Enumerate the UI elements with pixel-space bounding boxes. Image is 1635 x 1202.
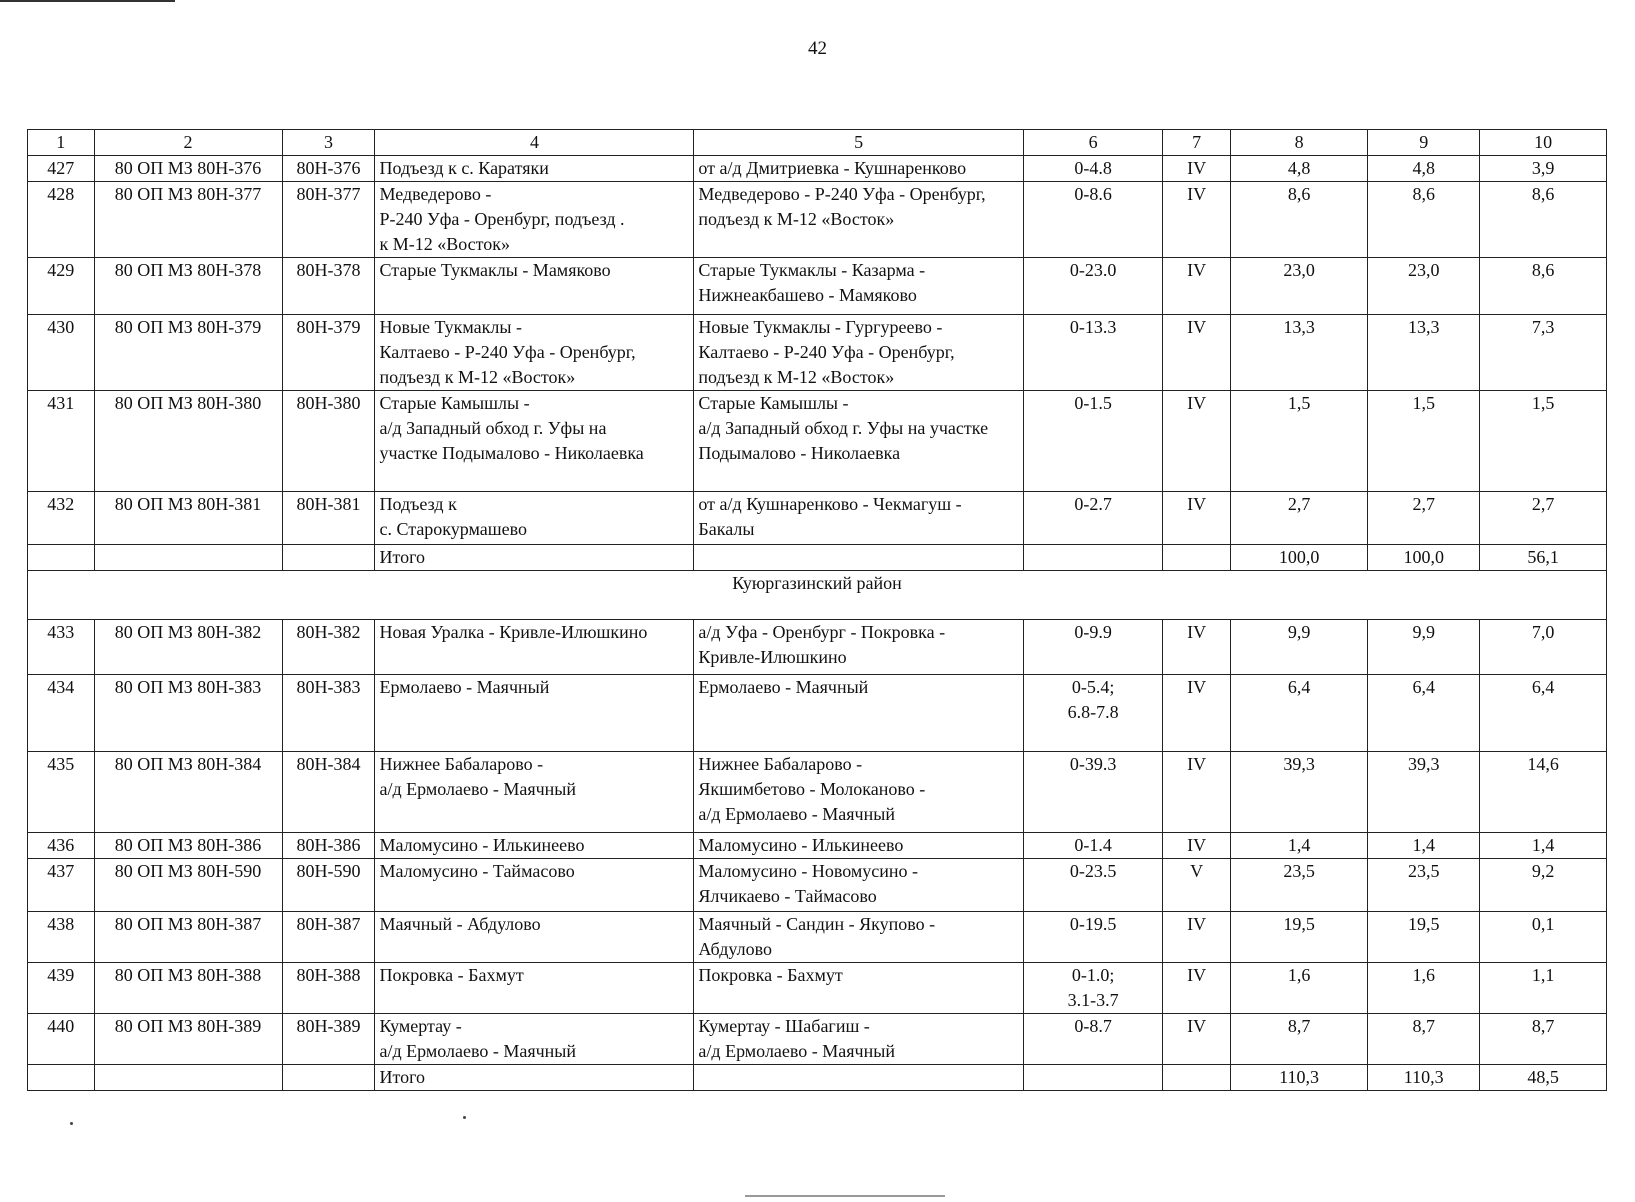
cell-km: 0-19.5 (1023, 912, 1162, 963)
total-row (28, 1065, 1607, 1091)
empty-cell (1163, 545, 1231, 571)
cell-v8: 8,7 (1230, 1014, 1367, 1065)
cell-route: Маломусино - Новомусино - Ялчикаево - Таймасово (694, 859, 1024, 912)
cell-num: 428 (28, 182, 95, 258)
column-header: 2 (94, 130, 282, 156)
cell-code: 80 ОП МЗ 80Н-590 (94, 859, 282, 912)
cell-cat: IV (1163, 963, 1231, 1014)
cell-v10: 6,4 (1480, 675, 1607, 752)
top-rule (0, 0, 175, 2)
cell-route: Ермолаево - Маячный (694, 675, 1024, 752)
cell-km: 0-23.5 (1023, 859, 1162, 912)
cell-name: Нижнее Бабаларово - а/д Ермолаево - Маячный (375, 752, 694, 833)
cell-v8: 1,6 (1230, 963, 1367, 1014)
cell-route: Маломусино - Илькинеево (694, 833, 1024, 859)
cell-v9: 23,0 (1368, 258, 1480, 315)
cell-v9: 13,3 (1368, 315, 1480, 391)
cell-v9: 6,4 (1368, 675, 1480, 752)
district-a-total (28, 545, 1607, 620)
empty-cell (1163, 1065, 1231, 1091)
district-a-rows (28, 156, 1607, 545)
cell-v10: 8,6 (1480, 182, 1607, 258)
cell-v8: 23,5 (1230, 859, 1367, 912)
total-col9: 110,3 (1368, 1065, 1480, 1091)
empty-cell (1023, 545, 1162, 571)
scan-speck (463, 1116, 466, 1119)
cell-v10: 3,9 (1480, 156, 1607, 182)
cell-v9: 9,9 (1368, 620, 1480, 675)
cell-short: 80Н-379 (282, 315, 375, 391)
cell-cat: IV (1163, 912, 1231, 963)
cell-km: 0-5.4; 6.8-7.8 (1023, 675, 1162, 752)
cell-v9: 1,5 (1368, 391, 1480, 492)
total-col10: 56,1 (1480, 545, 1607, 571)
table-row (28, 492, 1607, 545)
cell-route: Нижнее Бабаларово - Якшимбетово - Молоканово - а/д Ермолаево - Маячный (694, 752, 1024, 833)
cell-code: 80 ОП МЗ 80Н-388 (94, 963, 282, 1014)
cell-name: Медведерово - Р-240 Уфа - Оренбург, подъезд . к М-12 «Восток» (375, 182, 694, 258)
table-row (28, 182, 1607, 258)
cell-km: 0-23.0 (1023, 258, 1162, 315)
cell-v8: 2,7 (1230, 492, 1367, 545)
cell-v9: 2,7 (1368, 492, 1480, 545)
cell-route: Новые Тукмаклы - Гургуреево - Калтаево - Р-240 Уфа - Оренбург, подъезд к М-12 «Восток» (694, 315, 1024, 391)
cell-name: Покровка - Бахмут (375, 963, 694, 1014)
cell-v10: 2,7 (1480, 492, 1607, 545)
column-header: 9 (1368, 130, 1480, 156)
cell-route: Медведерово - Р-240 Уфа - Оренбург, подъезд к М-12 «Восток» (694, 182, 1024, 258)
cell-short: 80Н-384 (282, 752, 375, 833)
cell-code: 80 ОП МЗ 80Н-377 (94, 182, 282, 258)
cell-num: 440 (28, 1014, 95, 1065)
cell-v9: 23,5 (1368, 859, 1480, 912)
column-header: 5 (694, 130, 1024, 156)
cell-v9: 4,8 (1368, 156, 1480, 182)
cell-short: 80Н-387 (282, 912, 375, 963)
cell-route: Старые Камышлы - а/д Западный обход г. Уфы на участке Подымалово - Николаевка (694, 391, 1024, 492)
page-number: 42 (808, 38, 827, 59)
cell-num: 437 (28, 859, 95, 912)
cell-cat: IV (1163, 492, 1231, 545)
column-header: 10 (1480, 130, 1607, 156)
cell-v8: 8,6 (1230, 182, 1367, 258)
roads-table (27, 129, 1607, 1091)
cell-v8: 13,3 (1230, 315, 1367, 391)
empty-cell (694, 545, 1024, 571)
cell-cat: IV (1163, 752, 1231, 833)
district-row (28, 571, 1607, 620)
column-header: 6 (1023, 130, 1162, 156)
cell-short: 80Н-381 (282, 492, 375, 545)
cell-code: 80 ОП МЗ 80Н-379 (94, 315, 282, 391)
table-row (28, 315, 1607, 391)
cell-name: Ермолаево - Маячный (375, 675, 694, 752)
table-row (28, 258, 1607, 315)
cell-km: 0-8.7 (1023, 1014, 1162, 1065)
column-header: 7 (1163, 130, 1231, 156)
cell-short: 80Н-382 (282, 620, 375, 675)
cell-cat: IV (1163, 1014, 1231, 1065)
total-label: Итого (375, 1065, 694, 1091)
cell-code: 80 ОП МЗ 80Н-386 (94, 833, 282, 859)
table-row (28, 912, 1607, 963)
cell-km: 0-1.5 (1023, 391, 1162, 492)
cell-num: 427 (28, 156, 95, 182)
table-row (28, 752, 1607, 833)
empty-cell (1023, 1065, 1162, 1091)
cell-name: Маломусино - Таймасово (375, 859, 694, 912)
cell-cat: IV (1163, 833, 1231, 859)
total-label: Итого (375, 545, 694, 571)
cell-short: 80Н-377 (282, 182, 375, 258)
table-row (28, 859, 1607, 912)
cell-route: от а/д Дмитриевка - Кушнаренково (694, 156, 1024, 182)
cell-v9: 1,4 (1368, 833, 1480, 859)
cell-km: 0-1.0; 3.1-3.7 (1023, 963, 1162, 1014)
table-row (28, 963, 1607, 1014)
cell-code: 80 ОП МЗ 80Н-387 (94, 912, 282, 963)
cell-v8: 4,8 (1230, 156, 1367, 182)
table-header (28, 130, 1607, 156)
cell-v9: 8,6 (1368, 182, 1480, 258)
bottom-mark (745, 1195, 945, 1202)
column-header: 8 (1230, 130, 1367, 156)
cell-code: 80 ОП МЗ 80Н-378 (94, 258, 282, 315)
cell-num: 439 (28, 963, 95, 1014)
cell-v10: 7,0 (1480, 620, 1607, 675)
empty-cell (28, 545, 95, 571)
cell-v10: 14,6 (1480, 752, 1607, 833)
cell-cat: IV (1163, 620, 1231, 675)
total-col8: 100,0 (1230, 545, 1367, 571)
cell-code: 80 ОП МЗ 80Н-380 (94, 391, 282, 492)
cell-name: Новые Тукмаклы - Калтаево - Р-240 Уфа - Оренбург, подъезд к М-12 «Восток» (375, 315, 694, 391)
cell-v8: 9,9 (1230, 620, 1367, 675)
cell-num: 434 (28, 675, 95, 752)
total-row (28, 545, 1607, 571)
cell-route: а/д Уфа - Оренбург - Покровка - Кривле-Илюшкино (694, 620, 1024, 675)
district-heading: Куюргазинский район (28, 571, 1607, 620)
cell-v8: 6,4 (1230, 675, 1367, 752)
cell-v10: 8,6 (1480, 258, 1607, 315)
cell-num: 429 (28, 258, 95, 315)
cell-cat: IV (1163, 315, 1231, 391)
cell-name: Кумертау - а/д Ермолаево - Маячный (375, 1014, 694, 1065)
empty-cell (282, 545, 375, 571)
district-b-total (28, 1065, 1607, 1091)
cell-code: 80 ОП МЗ 80Н-382 (94, 620, 282, 675)
table-row (28, 156, 1607, 182)
empty-cell (694, 1065, 1024, 1091)
cell-code: 80 ОП МЗ 80Н-381 (94, 492, 282, 545)
cell-v8: 39,3 (1230, 752, 1367, 833)
cell-v9: 8,7 (1368, 1014, 1480, 1065)
cell-short: 80Н-380 (282, 391, 375, 492)
cell-short: 80Н-376 (282, 156, 375, 182)
total-col8: 110,3 (1230, 1065, 1367, 1091)
cell-km: 0-13.3 (1023, 315, 1162, 391)
cell-short: 80Н-388 (282, 963, 375, 1014)
header-row (28, 130, 1607, 156)
cell-v10: 7,3 (1480, 315, 1607, 391)
table-row (28, 391, 1607, 492)
table-row (28, 620, 1607, 675)
cell-name: Маломусино - Илькинеево (375, 833, 694, 859)
table-row (28, 833, 1607, 859)
cell-km: 0-39.3 (1023, 752, 1162, 833)
cell-short: 80Н-389 (282, 1014, 375, 1065)
cell-v8: 1,5 (1230, 391, 1367, 492)
cell-num: 430 (28, 315, 95, 391)
cell-v10: 1,5 (1480, 391, 1607, 492)
cell-v9: 1,6 (1368, 963, 1480, 1014)
cell-num: 432 (28, 492, 95, 545)
cell-name: Подъезд к с. Каратяки (375, 156, 694, 182)
empty-cell (282, 1065, 375, 1091)
cell-num: 436 (28, 833, 95, 859)
cell-cat: IV (1163, 156, 1231, 182)
cell-name: Новая Уралка - Кривле-Илюшкино (375, 620, 694, 675)
cell-v10: 8,7 (1480, 1014, 1607, 1065)
cell-cat: IV (1163, 675, 1231, 752)
cell-route: Старые Тукмаклы - Казарма - Нижнеакбашево - Мамяково (694, 258, 1024, 315)
cell-code: 80 ОП МЗ 80Н-376 (94, 156, 282, 182)
cell-short: 80Н-383 (282, 675, 375, 752)
column-header: 1 (28, 130, 95, 156)
table-row (28, 1014, 1607, 1065)
cell-v8: 1,4 (1230, 833, 1367, 859)
cell-route: Кумертау - Шабагиш - а/д Ермолаево - Маячный (694, 1014, 1024, 1065)
cell-num: 438 (28, 912, 95, 963)
cell-name: Старые Камышлы - а/д Западный обход г. Уфы на участке Подымалово - Николаевка (375, 391, 694, 492)
cell-v10: 9,2 (1480, 859, 1607, 912)
column-header: 3 (282, 130, 375, 156)
cell-km: 0-2.7 (1023, 492, 1162, 545)
cell-v9: 19,5 (1368, 912, 1480, 963)
column-header: 4 (375, 130, 694, 156)
cell-km: 0-4.8 (1023, 156, 1162, 182)
cell-num: 435 (28, 752, 95, 833)
cell-v10: 1,1 (1480, 963, 1607, 1014)
cell-route: от а/д Кушнаренково - Чекмагуш - Бакалы (694, 492, 1024, 545)
cell-cat: IV (1163, 258, 1231, 315)
table-row (28, 675, 1607, 752)
cell-km: 0-9.9 (1023, 620, 1162, 675)
empty-cell (94, 545, 282, 571)
cell-v8: 19,5 (1230, 912, 1367, 963)
total-col10: 48,5 (1480, 1065, 1607, 1091)
empty-cell (94, 1065, 282, 1091)
cell-cat: IV (1163, 182, 1231, 258)
cell-km: 0-8.6 (1023, 182, 1162, 258)
cell-v9: 39,3 (1368, 752, 1480, 833)
cell-route: Покровка - Бахмут (694, 963, 1024, 1014)
cell-code: 80 ОП МЗ 80Н-389 (94, 1014, 282, 1065)
total-col9: 100,0 (1368, 545, 1480, 571)
cell-v8: 23,0 (1230, 258, 1367, 315)
cell-num: 431 (28, 391, 95, 492)
cell-name: Маячный - Абдулово (375, 912, 694, 963)
scan-speck (70, 1122, 73, 1125)
cell-v10: 1,4 (1480, 833, 1607, 859)
cell-short: 80Н-590 (282, 859, 375, 912)
cell-v10: 0,1 (1480, 912, 1607, 963)
cell-cat: V (1163, 859, 1231, 912)
cell-short: 80Н-378 (282, 258, 375, 315)
district-b-rows (28, 620, 1607, 1065)
cell-short: 80Н-386 (282, 833, 375, 859)
empty-cell (28, 1065, 95, 1091)
cell-name: Подъезд к с. Старокурмашево (375, 492, 694, 545)
cell-code: 80 ОП МЗ 80Н-383 (94, 675, 282, 752)
cell-route: Маячный - Сандин - Якупово - Абдулово (694, 912, 1024, 963)
cell-name: Старые Тукмаклы - Мамяково (375, 258, 694, 315)
cell-km: 0-1.4 (1023, 833, 1162, 859)
cell-num: 433 (28, 620, 95, 675)
cell-code: 80 ОП МЗ 80Н-384 (94, 752, 282, 833)
cell-cat: IV (1163, 391, 1231, 492)
